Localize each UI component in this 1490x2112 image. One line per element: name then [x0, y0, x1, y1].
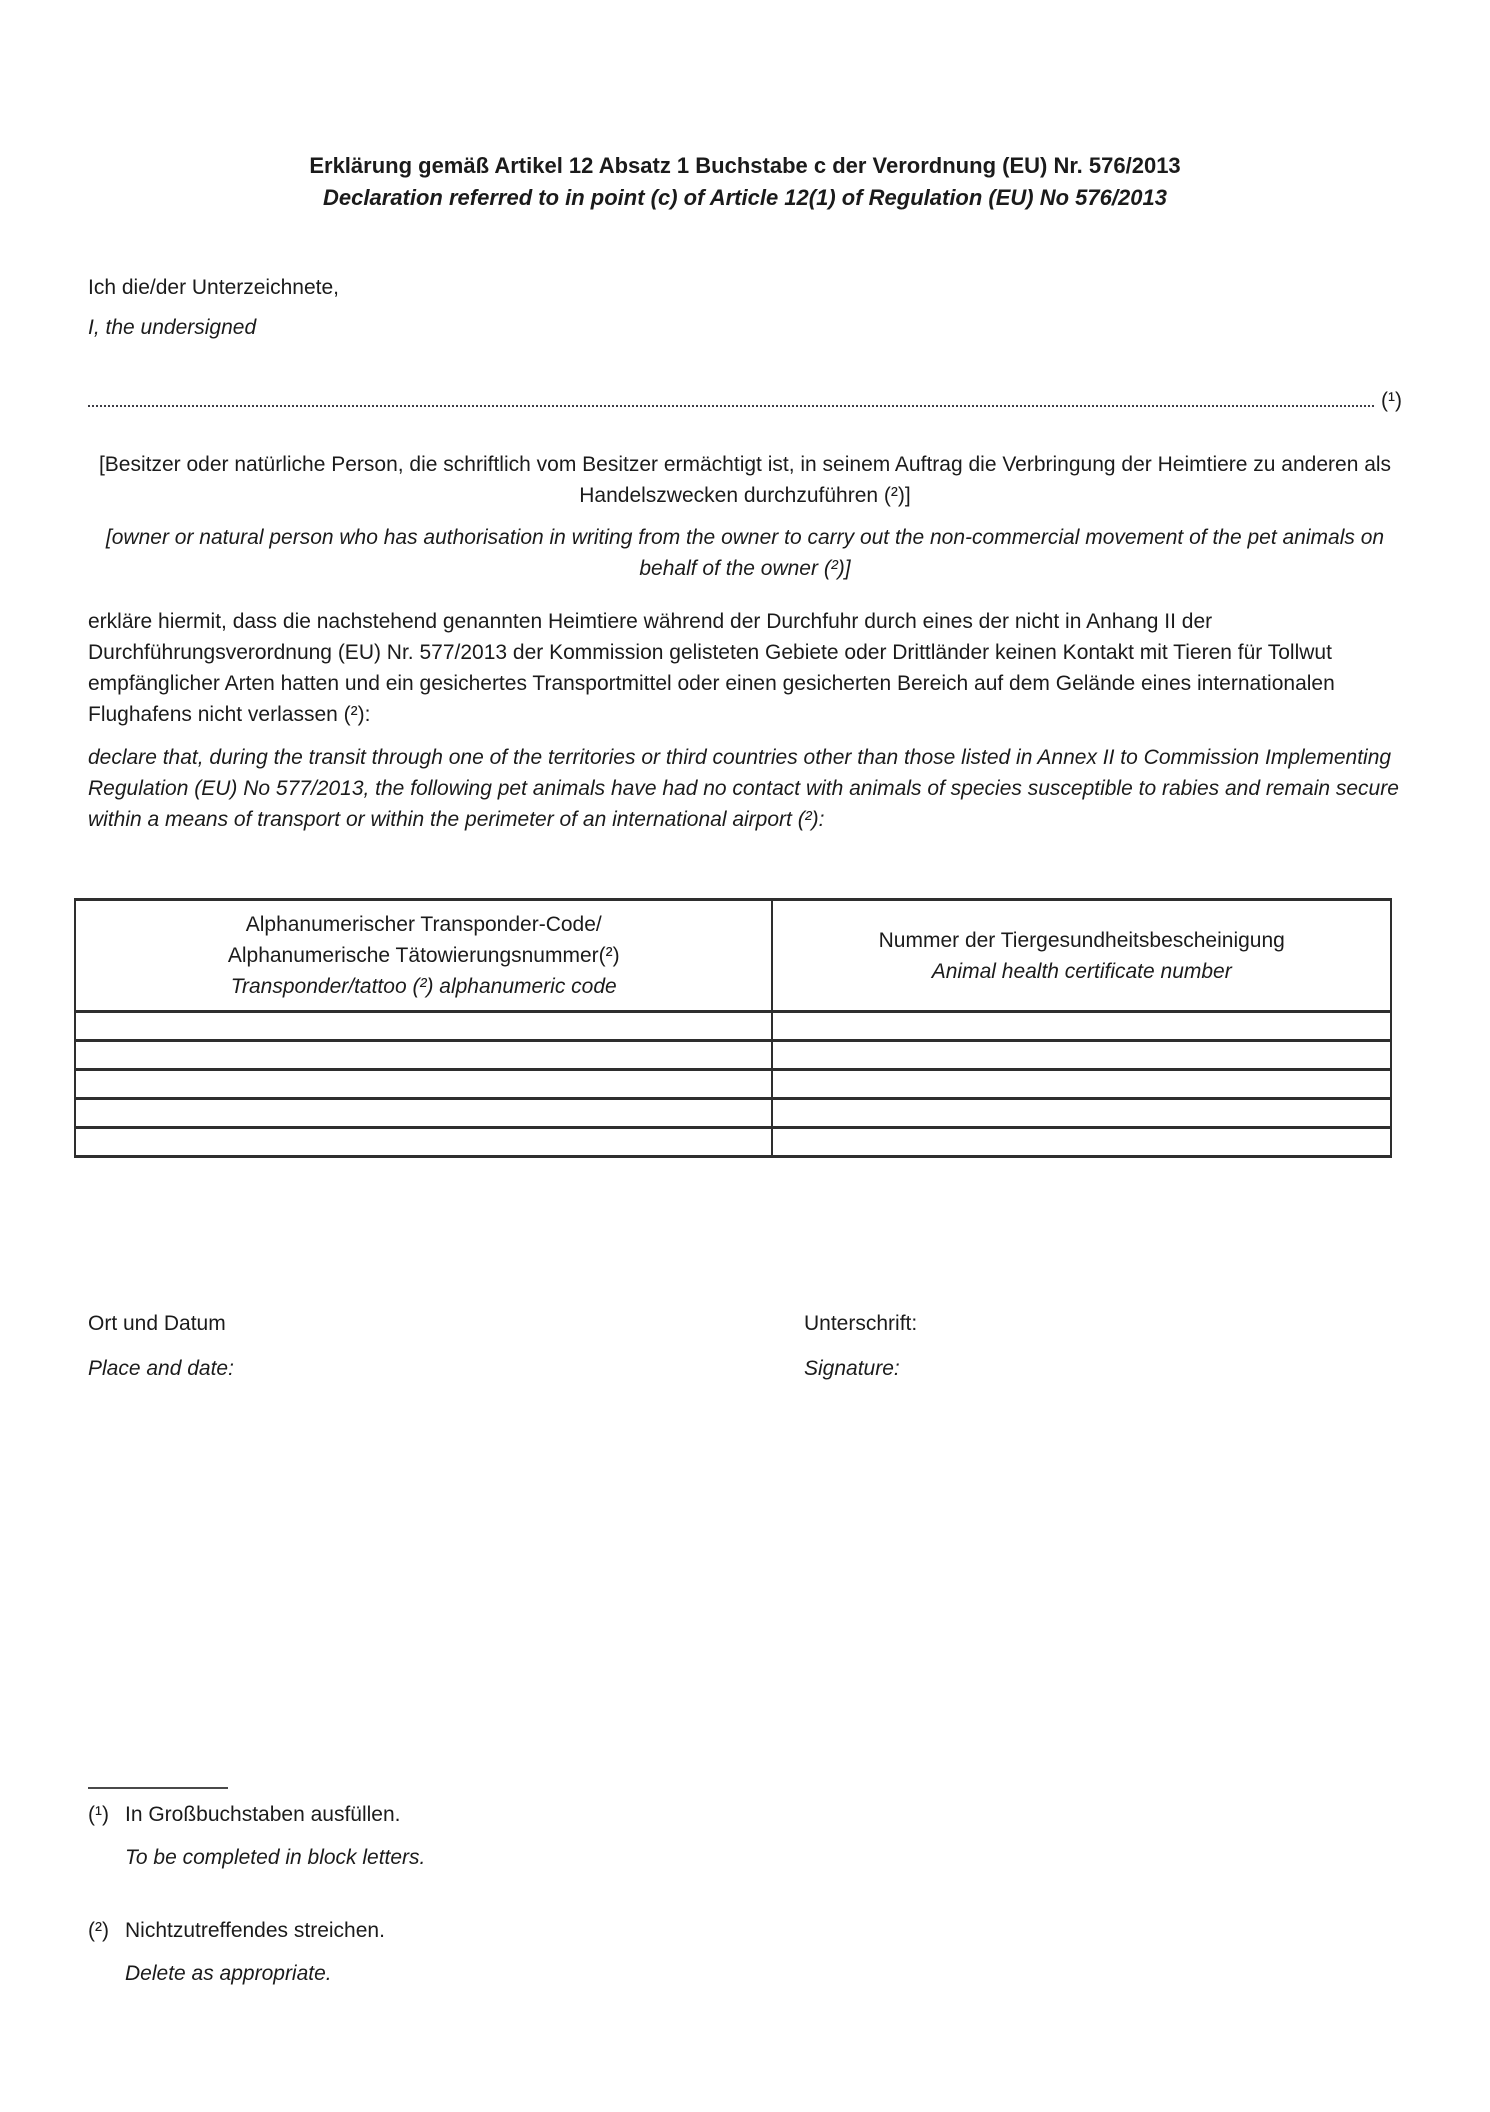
- owner-clause-german: [Besitzer oder natürliche Person, die schriftlich vom Besitzer ermächtigt ist, in seinem Auftrag die Verbringung der Heimtiere zu anderen als Handelszwecken durchzuführen (²)]: [98, 453, 1392, 507]
- pet-animals-table: [74, 898, 1392, 1158]
- footnote-1-text-german: In Großbuchstaben ausfüllen.: [125, 1803, 401, 1826]
- table-cell[interactable]: [75, 1041, 772, 1070]
- table-cell[interactable]: [772, 1012, 1391, 1041]
- footnote-1: [88, 1799, 1402, 1873]
- signature-label-german: Unterschrift:: [804, 1312, 918, 1335]
- page-title-german: Erklärung gemäß Artikel 12 Absatz 1 Buchstabe c der Verordnung (EU) Nr. 576/2013: [309, 153, 1181, 178]
- table-cell[interactable]: [75, 1070, 772, 1099]
- footnote-2-text-english: Delete as appropriate.: [125, 1962, 332, 1985]
- pet-table-body: [75, 1012, 1391, 1157]
- table-header-row: [75, 900, 1391, 1012]
- table-cell[interactable]: [772, 1041, 1391, 1070]
- certificate-header-line1: Nummer der Tiergesundheitsbescheinigung: [878, 928, 1285, 952]
- footnotes-section: [88, 1787, 1402, 1989]
- certificate-header-line2: Animal health certificate number: [931, 959, 1232, 983]
- table-row: [75, 1070, 1391, 1099]
- undersigned-label-german: Ich die/der Unterzeichnete,: [88, 276, 339, 299]
- table-row: [75, 1012, 1391, 1041]
- transponder-code-column-header: [75, 900, 772, 1012]
- footnote-1-reference: (¹): [1381, 389, 1402, 412]
- table-cell[interactable]: [75, 1128, 772, 1157]
- footnote-2-marker: (²): [88, 1919, 109, 1942]
- table-cell[interactable]: [772, 1128, 1391, 1157]
- table-cell[interactable]: [75, 1099, 772, 1128]
- transponder-header-line1: Alphanumerischer Transponder-Code/: [245, 913, 602, 936]
- footnote-2: [88, 1915, 1402, 1989]
- footnote-2-text-german: Nichtzutreffendes streichen.: [125, 1919, 385, 1942]
- signature-label-english: Signature:: [804, 1357, 900, 1380]
- certificate-number-column-header: [772, 900, 1391, 1012]
- declaration-paragraph-german: erkläre hiermit, dass die nachstehend genannten Heimtiere während der Durchfuhr durch eines der nicht in Anhang II der Durchführungsverordnung (EU) Nr. 577/2013 der Kommission gelisteten Gebiete oder Drittländer keinen Kontakt mit Tieren für Tollwut empfänglicher Arten hatten und ein gesichertes Transportmittel oder einen gesicherten Bereich auf dem Gelände eines internationalen Flughafens nicht verlassen (²):: [88, 610, 1335, 726]
- signature-block[interactable]: [804, 1308, 1402, 1384]
- page-title-english: Declaration referred to in point (c) of Article 12(1) of Regulation (EU) No 576/2013: [323, 185, 1167, 210]
- declaration-paragraph-english: declare that, during the transit through one of the territories or third countries other than those listed in Annex II to Commission Implementing Regulation (EU) No 577/2013, the following pet animals have had no contact with animals of species susceptible to rabies and remain secure within a means of transport or within the perimeter of an international airport (²):: [88, 746, 1399, 831]
- table-cell[interactable]: [772, 1099, 1391, 1128]
- place-date-label-english: Place and date:: [88, 1357, 234, 1380]
- place-and-date-block[interactable]: [88, 1308, 804, 1384]
- table-row: [75, 1128, 1391, 1157]
- place-date-label-german: Ort und Datum: [88, 1312, 226, 1335]
- dotted-leader[interactable]: [88, 405, 1374, 407]
- title-block: [88, 150, 1402, 214]
- owner-clause-english: [owner or natural person who has authorisation in writing from the owner to carry out the non-commercial movement of the pet animals on behalf of the owner (²)]: [105, 526, 1385, 580]
- table-cell[interactable]: [75, 1012, 772, 1041]
- transponder-header-line2: Alphanumerische Tätowierungsnummer(²): [227, 944, 620, 967]
- name-fill-line[interactable]: [88, 389, 1402, 413]
- footnote-1-marker: (¹): [88, 1803, 109, 1826]
- table-row: [75, 1041, 1391, 1070]
- transponder-header-line3: Transponder/tattoo (²) alphanumeric code: [230, 975, 617, 998]
- table-cell[interactable]: [772, 1070, 1391, 1099]
- table-row: [75, 1099, 1391, 1128]
- undersigned-label-english: I, the undersigned: [88, 316, 257, 339]
- footnote-divider-rule: [88, 1787, 228, 1789]
- footnote-1-text-english: To be completed in block letters.: [125, 1846, 426, 1869]
- signature-section: [88, 1308, 1402, 1384]
